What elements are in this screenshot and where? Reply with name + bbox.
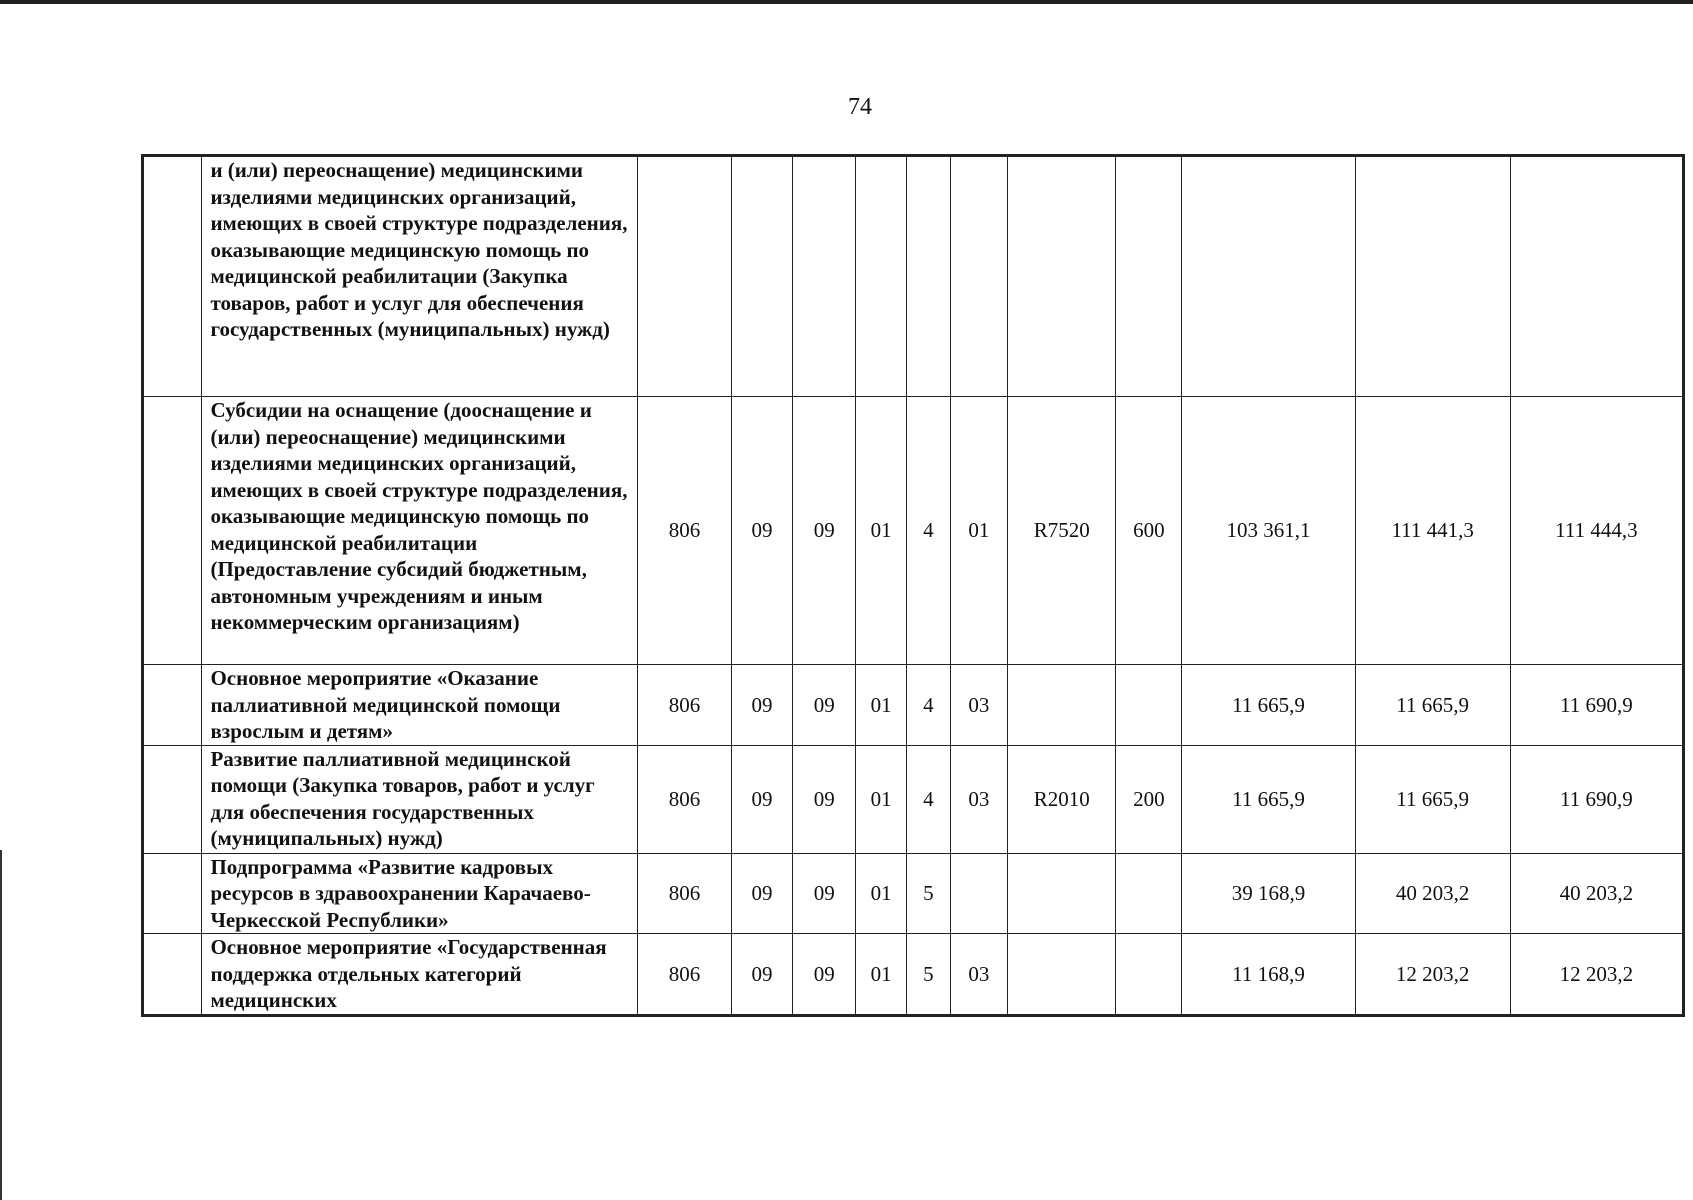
amount-year1-cell: 11 665,9 bbox=[1182, 745, 1355, 853]
row-name-cell: Основное мероприятие «Государственная поддержка отдельных категорий медицинских bbox=[202, 934, 638, 1015]
row-number-cell bbox=[144, 745, 202, 853]
expense-type-cell bbox=[1116, 157, 1182, 397]
row-number-cell bbox=[144, 157, 202, 397]
row-name-cell: и (или) переоснащение) медицинскими изделиями медицинских организаций, имеющих в своей структуре подразделения, оказывающие медицинскую помощь по медицинской реабилитации (Закупка товаров, работ и услуг для обеспечения государственных (муниципальных) нужд) bbox=[202, 157, 638, 397]
subsection-code-cell bbox=[793, 157, 856, 397]
event-code-cell: 01 bbox=[950, 397, 1007, 665]
amount-year3-cell: 40 203,2 bbox=[1510, 853, 1682, 934]
amount-year1-cell: 39 168,9 bbox=[1182, 853, 1355, 934]
table-row bbox=[144, 397, 1683, 665]
table-row bbox=[144, 665, 1683, 746]
table-body bbox=[144, 157, 1683, 1015]
row-name-cell: Подпрограмма «Развитие кадровых ресурсов в здравоохранении Карачаево-Черкесской Республики» bbox=[202, 853, 638, 934]
amount-year1-cell bbox=[1182, 157, 1355, 397]
page-number: 74 bbox=[848, 94, 872, 120]
ministry-code-cell: 806 bbox=[638, 853, 732, 934]
amount-year1-cell: 103 361,1 bbox=[1182, 397, 1355, 665]
subprogram-code-cell: 4 bbox=[907, 665, 951, 746]
row-number-cell bbox=[144, 934, 202, 1015]
section-code-cell: 09 bbox=[731, 934, 793, 1015]
row-name-cell: Развитие паллиативной медицинской помощи (Закупка товаров, работ и услуг для обеспечения государственных (муниципальных) нужд) bbox=[202, 745, 638, 853]
ministry-code-cell bbox=[638, 157, 732, 397]
row-name-cell: Основное мероприятие «Оказание паллиативной медицинской помощи взрослым и детям» bbox=[202, 665, 638, 746]
section-code-cell: 09 bbox=[731, 665, 793, 746]
amount-year2-cell: 11 665,9 bbox=[1355, 665, 1510, 746]
event-code-cell: 03 bbox=[950, 934, 1007, 1015]
section-code-cell: 09 bbox=[731, 745, 793, 853]
ministry-code-cell: 806 bbox=[638, 934, 732, 1015]
direction-code-cell: R7520 bbox=[1008, 397, 1116, 665]
program-code-cell bbox=[856, 157, 907, 397]
amount-year2-cell: 11 665,9 bbox=[1355, 745, 1510, 853]
amount-year3-cell bbox=[1510, 157, 1682, 397]
program-code-cell: 01 bbox=[856, 665, 907, 746]
amount-year3-cell: 11 690,9 bbox=[1510, 665, 1682, 746]
subsection-code-cell: 09 bbox=[793, 397, 856, 665]
amount-year2-cell: 111 441,3 bbox=[1355, 397, 1510, 665]
amount-year2-cell: 40 203,2 bbox=[1355, 853, 1510, 934]
expense-type-cell bbox=[1116, 665, 1182, 746]
section-code-cell: 09 bbox=[731, 853, 793, 934]
subprogram-code-cell: 4 bbox=[907, 397, 951, 665]
subprogram-code-cell bbox=[907, 157, 951, 397]
ministry-code-cell: 806 bbox=[638, 397, 732, 665]
direction-code-cell bbox=[1008, 157, 1116, 397]
ministry-code-cell: 806 bbox=[638, 665, 732, 746]
subsection-code-cell: 09 bbox=[793, 665, 856, 746]
program-code-cell: 01 bbox=[856, 397, 907, 665]
event-code-cell bbox=[950, 853, 1007, 934]
expense-type-cell bbox=[1116, 853, 1182, 934]
row-name-cell: Субсидии на оснащение (дооснащение и (или) переоснащение) медицинскими изделиями медицинских организаций, имеющих в своей структуре подразделения, оказывающие медицинскую помощь по медицинской реабилитации (Предоставление субсидий бюджетным, автономным учреждениям и иным некоммерческим организациям) bbox=[202, 397, 638, 665]
program-code-cell: 01 bbox=[856, 853, 907, 934]
direction-code-cell: R2010 bbox=[1008, 745, 1116, 853]
amount-year2-cell: 12 203,2 bbox=[1355, 934, 1510, 1015]
table-row bbox=[144, 157, 1683, 397]
subprogram-code-cell: 5 bbox=[907, 934, 951, 1015]
event-code-cell bbox=[950, 157, 1007, 397]
amount-year2-cell bbox=[1355, 157, 1510, 397]
direction-code-cell bbox=[1008, 665, 1116, 746]
ministry-code-cell: 806 bbox=[638, 745, 732, 853]
program-code-cell: 01 bbox=[856, 745, 907, 853]
amount-year1-cell: 11 168,9 bbox=[1182, 934, 1355, 1015]
amount-year3-cell: 12 203,2 bbox=[1510, 934, 1682, 1015]
amount-year1-cell: 11 665,9 bbox=[1182, 665, 1355, 746]
row-number-cell bbox=[144, 665, 202, 746]
section-code-cell bbox=[731, 157, 793, 397]
direction-code-cell bbox=[1008, 934, 1116, 1015]
top-border-line bbox=[0, 0, 1693, 4]
table-row bbox=[144, 934, 1683, 1015]
subsection-code-cell: 09 bbox=[793, 853, 856, 934]
row-number-cell bbox=[144, 397, 202, 665]
budget-table bbox=[143, 156, 1683, 1015]
program-code-cell: 01 bbox=[856, 934, 907, 1015]
expense-type-cell bbox=[1116, 934, 1182, 1015]
expense-type-cell: 200 bbox=[1116, 745, 1182, 853]
section-code-cell: 09 bbox=[731, 397, 793, 665]
row-number-cell bbox=[144, 853, 202, 934]
subsection-code-cell: 09 bbox=[793, 934, 856, 1015]
event-code-cell: 03 bbox=[950, 665, 1007, 746]
event-code-cell: 03 bbox=[950, 745, 1007, 853]
table-row bbox=[144, 745, 1683, 853]
amount-year3-cell: 11 690,9 bbox=[1510, 745, 1682, 853]
left-scan-edge bbox=[0, 850, 2, 1200]
direction-code-cell bbox=[1008, 853, 1116, 934]
table-row bbox=[144, 853, 1683, 934]
expense-type-cell: 600 bbox=[1116, 397, 1182, 665]
subprogram-code-cell: 5 bbox=[907, 853, 951, 934]
subsection-code-cell: 09 bbox=[793, 745, 856, 853]
amount-year3-cell: 111 444,3 bbox=[1510, 397, 1682, 665]
subprogram-code-cell: 4 bbox=[907, 745, 951, 853]
